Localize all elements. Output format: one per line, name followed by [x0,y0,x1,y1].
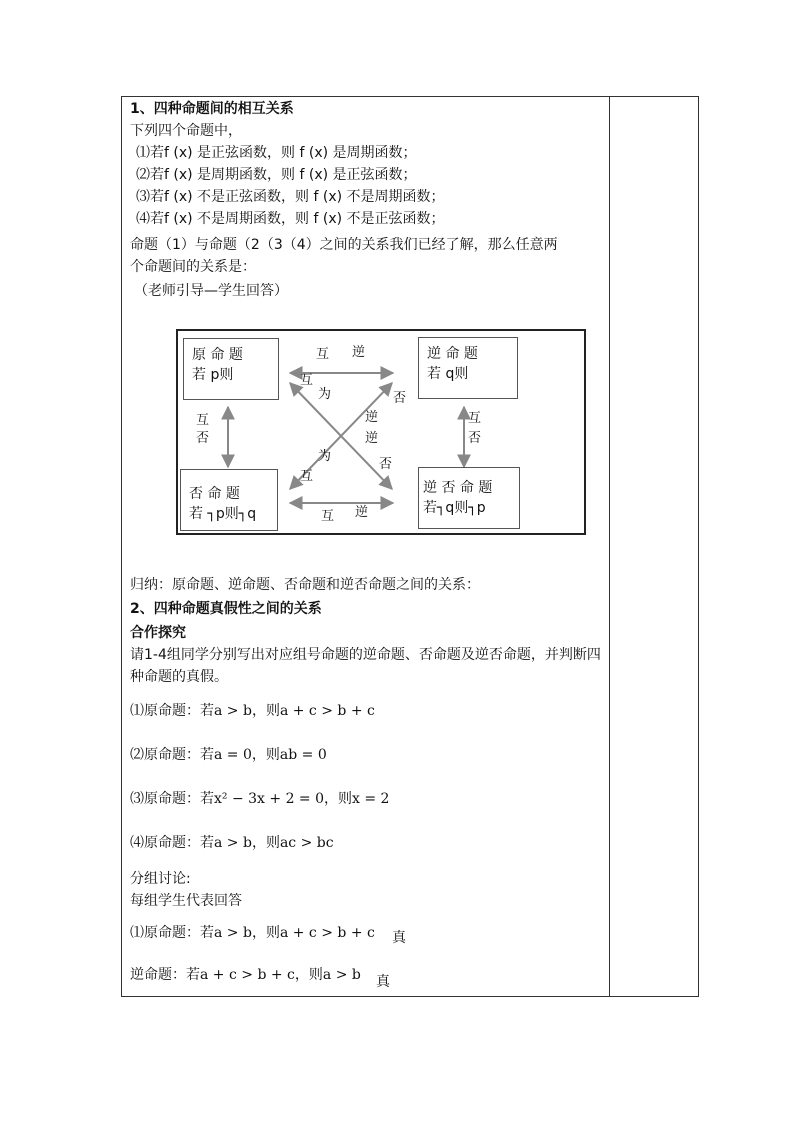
answer-condition: a + c > b + c [200,967,295,983]
proposition-prefix: ⑶原命题：若 [130,791,214,807]
contrapositive-box-body: 若┐q则┐p [423,500,486,516]
answer-verdict-1: 真 [392,930,406,946]
section1-intro: 下列四个命题中， [130,123,242,139]
question-line-1: 命题（1）与命题（2（3（4）之间的关系我们已经了解，那么任意两 [130,237,558,253]
label-diag1-wei: 为 [318,387,332,402]
converse-box-title: 逆 命 题 [427,346,478,362]
proposition-conclusion: a + c > b + c [279,703,375,719]
label-right-fou: 否 [468,431,482,446]
proposition-conclusion: ac > bc [279,835,334,851]
instruction-line-1: 请1-4组同学分别写出对应组号命题的逆命题、否命题及逆否命题，并判断四 [130,647,601,663]
section2-heading: 2、四种命题真假性之间的关系 [130,601,322,617]
proposition-condition: a = 0 [214,747,252,763]
label-diag2-fou: 否 [393,391,407,406]
discussion-label: 分组讨论: [130,871,191,887]
proposition-prefix: ⑵原命题：若 [130,747,214,763]
label-top-ni: 逆 [352,345,366,360]
teacher-note: （老师引导—学生回答） [134,283,288,299]
four-propositions-diagram [176,329,586,535]
answer-then: ，则 [251,925,280,941]
answer-prefix: 逆命题：若 [130,967,200,983]
section1-heading: 1、四种命题间的相互关系 [130,101,294,117]
label-diag2-wei: 为 [318,449,332,464]
proposition-then: ，则 [251,747,280,763]
proposition-condition: a > b [214,703,252,719]
answer-prefix: ⑴原命题：若 [130,925,214,941]
converse-proposition-box [418,337,518,399]
proposition-condition: x² − 3x + 2 = 0 [214,791,325,807]
answer-note: 每组学生代表回答 [130,893,242,909]
label-top-hu: 互 [316,347,330,362]
label-bottom-hu: 互 [321,509,335,524]
proposition-item-1: ⑴若f (x) 是正弦函数，则 f (x) 是周期函数； [136,145,417,161]
section2-subheading: 合作探究 [130,625,186,641]
proposition-then: ，则 [324,791,353,807]
label-left-fou: 否 [196,431,210,446]
proposition-conclusion: ab = 0 [279,747,327,763]
original-box-body: 若 p则 [192,367,234,383]
contrapositive-proposition-box [418,467,520,529]
inverse-box-title: 否 命 题 [189,486,240,502]
proposition-row-4 [130,833,334,853]
converse-box-body: 若 q则 [427,366,469,382]
lesson-table [121,96,699,997]
proposition-then: ，则 [251,835,280,851]
proposition-conclusion: x = 2 [352,791,390,807]
label-diag2-ni: 逆 [365,431,379,446]
proposition-then: ，则 [251,703,280,719]
label-bottom-ni: 逆 [355,505,369,520]
proposition-row-1 [130,701,375,721]
answer-verdict-2: 真 [376,974,390,990]
inverse-box-body: 若 ┐p则┐q [189,506,257,522]
question-line-2: 个命题间的关系是： [130,259,256,275]
answer-condition: a > b [214,925,252,941]
contrapositive-box-title: 逆 否 命 题 [423,480,493,496]
proposition-row-2 [130,745,327,765]
instruction-line-2: 种命题的真假。 [130,669,228,685]
main-cell [130,97,604,996]
label-diag1-fou: 否 [379,457,393,472]
answer-row-2 [130,965,361,985]
original-proposition-box [183,338,279,400]
proposition-item-3: ⑶若f (x) 不是正弦函数，则 f (x) 不是周期函数； [136,189,445,205]
proposition-prefix: ⑷原命题：若 [130,835,214,851]
proposition-item-2: ⑵若f (x) 是周期函数，则 f (x) 是正弦函数； [136,167,417,183]
column-divider [609,97,610,996]
proposition-prefix: ⑴原命题：若 [130,703,214,719]
original-box-title: 原 命 题 [192,347,243,363]
label-diag1-hu: 互 [300,373,314,388]
answer-conclusion: a + c > b + c [279,925,375,941]
proposition-row-3 [130,789,389,809]
answer-conclusion: a > b [322,967,361,983]
label-left-hu: 互 [196,413,210,428]
label-diag2-hu: 互 [300,469,314,484]
label-right-hu: 互 [468,411,482,426]
answer-row-1 [130,923,375,943]
summary-line: 归纳：原命题、逆命题、否命题和逆否命题之间的关系： [130,577,480,593]
label-diag1-ni: 逆 [365,410,379,425]
inverse-proposition-box [180,469,278,531]
proposition-item-4: ⑷若f (x) 不是周期函数，则 f (x) 不是正弦函数； [136,211,445,227]
proposition-condition: a > b [214,835,252,851]
answer-then: ，则 [294,967,323,983]
